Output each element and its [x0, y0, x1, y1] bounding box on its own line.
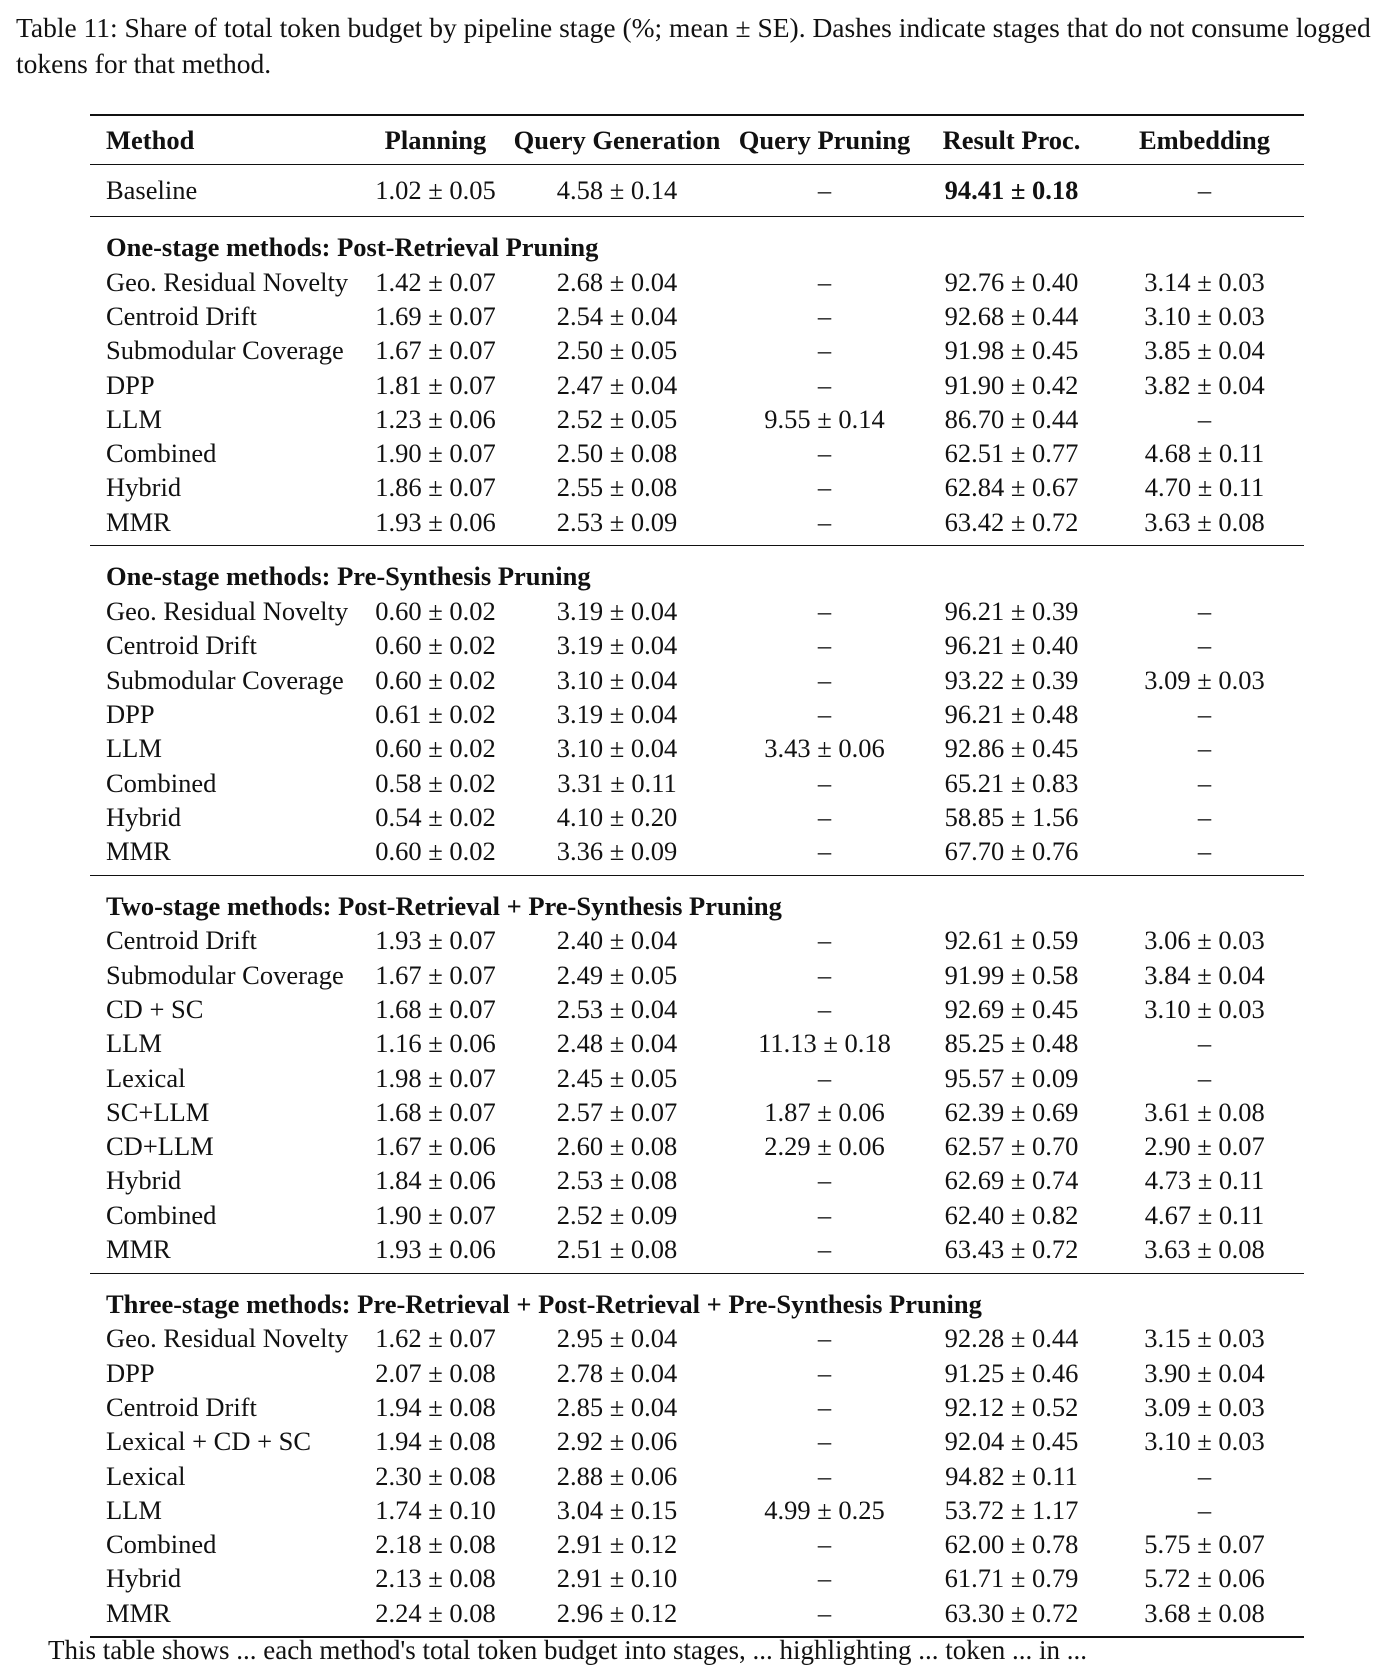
cell-query-pruning: – — [817, 1460, 832, 1491]
table-row — [90, 992, 1304, 1026]
cell-method: Submodular Coverage — [106, 335, 344, 366]
cell-embedding: 3.63 ± 0.08 — [1144, 1234, 1265, 1265]
cell-result-proc: 92.12 ± 0.52 — [944, 1391, 1079, 1422]
cell-query-generation: 2.53 ± 0.08 — [556, 1165, 678, 1196]
cell-query-pruning: 9.55 ± 0.14 — [764, 403, 885, 434]
cell-planning: 1.81 ± 0.07 — [375, 369, 496, 400]
cell-query-generation: 2.85 ± 0.04 — [556, 1391, 678, 1422]
cell-method: DPP — [106, 698, 155, 729]
cell-embedding: – — [1197, 1062, 1212, 1093]
cell-planning: 2.13 ± 0.08 — [375, 1563, 496, 1594]
cell-query-pruning: – — [817, 993, 832, 1024]
cell-embedding: 3.68 ± 0.08 — [1144, 1597, 1265, 1628]
group-heading: Two-stage methods: Post-Retrieval + Pre-Synthesis Pruning — [106, 890, 782, 921]
cell-method: LLM — [106, 1494, 162, 1525]
cell-method: CD + SC — [106, 993, 204, 1024]
cell-planning: 0.58 ± 0.02 — [375, 767, 496, 798]
cell-result-proc: 96.21 ± 0.40 — [944, 630, 1079, 661]
cell-planning: 2.18 ± 0.08 — [375, 1529, 496, 1560]
cell-planning: 1.74 ± 0.10 — [375, 1494, 496, 1525]
cell-planning: 1.68 ± 0.07 — [375, 993, 496, 1024]
table-row — [90, 299, 1304, 333]
cell-embedding: – — [1197, 1494, 1212, 1525]
cell-query-generation: 2.54 ± 0.04 — [556, 300, 678, 331]
cell-result-proc: 94.41 ± 0.18 — [944, 175, 1079, 205]
header-method: Method — [106, 124, 195, 155]
cell-query-pruning: – — [817, 369, 832, 400]
cell-embedding: 4.70 ± 0.11 — [1144, 472, 1265, 503]
cell-method: Centroid Drift — [106, 300, 257, 331]
cell-query-generation: 2.78 ± 0.04 — [556, 1357, 678, 1388]
cell-query-generation: 2.68 ± 0.04 — [556, 266, 678, 297]
table-row — [90, 1130, 1304, 1164]
baseline-section — [90, 165, 1304, 217]
cell-query-generation: 2.60 ± 0.08 — [556, 1131, 678, 1162]
cell-result-proc: 62.51 ± 0.77 — [944, 438, 1079, 469]
cell-query-generation: 2.52 ± 0.05 — [556, 403, 678, 434]
cell-method: Centroid Drift — [106, 925, 257, 956]
cell-planning: 1.67 ± 0.07 — [375, 335, 496, 366]
cell-result-proc: 92.04 ± 0.45 — [944, 1426, 1079, 1457]
cell-query-generation: 2.45 ± 0.05 — [556, 1062, 678, 1093]
table-row — [90, 958, 1304, 992]
cell-method: DPP — [106, 1357, 155, 1388]
cell-result-proc: 62.39 ± 0.69 — [944, 1096, 1079, 1127]
cell-planning: 1.02 ± 0.05 — [375, 175, 496, 205]
cell-query-pruning: – — [817, 836, 832, 867]
method-group — [90, 1273, 1304, 1637]
cell-method: Hybrid — [106, 1563, 182, 1594]
cell-result-proc: 63.42 ± 0.72 — [944, 506, 1079, 537]
cell-result-proc: 53.72 ± 1.17 — [944, 1494, 1079, 1525]
cell-method: Combined — [106, 438, 217, 469]
cell-query-generation: 2.91 ± 0.12 — [556, 1529, 678, 1560]
cell-method: LLM — [106, 733, 162, 764]
cell-result-proc: 85.25 ± 0.48 — [944, 1028, 1079, 1059]
table-row — [90, 1322, 1304, 1356]
cell-planning: 1.94 ± 0.08 — [375, 1391, 496, 1422]
cell-result-proc: 67.70 ± 0.76 — [944, 836, 1079, 867]
table-row — [90, 1198, 1304, 1232]
table-row — [90, 924, 1304, 958]
cell-embedding: 3.90 ± 0.04 — [1144, 1357, 1265, 1388]
cell-planning: 2.30 ± 0.08 — [375, 1460, 496, 1491]
cell-embedding: 5.75 ± 0.07 — [1144, 1529, 1265, 1560]
header-query-pruning: Query Pruning — [738, 124, 911, 155]
cell-query-pruning: – — [817, 506, 832, 537]
cell-embedding: – — [1197, 767, 1212, 798]
cell-planning: 0.61 ± 0.02 — [375, 698, 496, 729]
table-row — [90, 1164, 1304, 1198]
cell-method: Lexical + CD + SC — [106, 1426, 312, 1457]
table-row — [90, 505, 1304, 546]
cell-embedding: 3.06 ± 0.03 — [1144, 925, 1265, 956]
cell-result-proc: 58.85 ± 1.56 — [944, 801, 1079, 832]
cell-query-generation: 2.50 ± 0.05 — [556, 335, 678, 366]
cell-method: Hybrid — [106, 1165, 182, 1196]
table-row — [90, 1095, 1304, 1129]
cell-planning: 1.90 ± 0.07 — [375, 438, 496, 469]
cell-query-pruning: – — [817, 1165, 832, 1196]
group-heading-row — [90, 1273, 1304, 1322]
cell-embedding: 3.10 ± 0.03 — [1144, 300, 1265, 331]
cell-planning: 1.93 ± 0.06 — [375, 506, 496, 537]
table-row — [90, 1493, 1304, 1527]
cell-method: Hybrid — [106, 801, 182, 832]
cell-method: SC+LLM — [106, 1096, 210, 1127]
cell-query-pruning: – — [817, 1199, 832, 1230]
cell-query-pruning: – — [817, 1357, 832, 1388]
table-row — [90, 834, 1304, 875]
cell-planning: 1.67 ± 0.07 — [375, 959, 496, 990]
cell-method: Centroid Drift — [106, 1391, 257, 1422]
cell-method: Combined — [106, 1529, 217, 1560]
cell-query-pruning: – — [817, 698, 832, 729]
method-group — [90, 875, 1304, 1273]
cell-result-proc: 62.57 ± 0.70 — [944, 1131, 1079, 1162]
cell-result-proc: 62.84 ± 0.67 — [944, 472, 1079, 503]
table-header — [90, 115, 1304, 165]
cell-query-generation: 2.53 ± 0.04 — [556, 993, 678, 1024]
cell-result-proc: 92.76 ± 0.40 — [944, 266, 1079, 297]
cell-query-generation: 2.48 ± 0.04 — [556, 1028, 678, 1059]
cell-planning: 0.60 ± 0.02 — [375, 596, 496, 627]
cell-method: MMR — [106, 1234, 171, 1265]
cell-embedding: – — [1197, 836, 1212, 867]
cell-query-generation: 2.91 ± 0.10 — [556, 1563, 678, 1594]
table-row — [90, 265, 1304, 299]
cell-embedding: 3.84 ± 0.04 — [1144, 959, 1265, 990]
token-budget-table — [90, 114, 1304, 1638]
cell-query-pruning: – — [817, 596, 832, 627]
cell-query-generation: 2.57 ± 0.07 — [556, 1096, 678, 1127]
cell-embedding: 3.10 ± 0.03 — [1144, 993, 1265, 1024]
cell-query-generation: 2.92 ± 0.06 — [556, 1426, 678, 1457]
cell-query-generation: 2.40 ± 0.04 — [556, 925, 678, 956]
cell-embedding: – — [1197, 175, 1212, 205]
group-heading: One-stage methods: Pre-Synthesis Pruning — [106, 561, 591, 592]
table-row — [90, 334, 1304, 368]
cell-embedding: 3.63 ± 0.08 — [1144, 506, 1265, 537]
cell-query-pruning: – — [817, 959, 832, 990]
cell-method: CD+LLM — [106, 1131, 214, 1162]
cell-query-pruning: – — [817, 925, 832, 956]
cell-method: Lexical — [106, 1460, 186, 1491]
cell-embedding: 2.90 ± 0.07 — [1144, 1131, 1265, 1162]
cell-query-pruning: – — [817, 300, 832, 331]
cell-embedding: – — [1197, 801, 1212, 832]
table-row — [90, 1528, 1304, 1562]
method-group — [90, 546, 1304, 875]
cell-query-pruning: – — [817, 801, 832, 832]
cell-result-proc: 62.69 ± 0.74 — [944, 1165, 1079, 1196]
header-result-proc: Result Proc. — [942, 124, 1081, 155]
cell-planning: 1.93 ± 0.07 — [375, 925, 496, 956]
cell-query-generation: 3.19 ± 0.04 — [556, 698, 678, 729]
cell-embedding: 5.72 ± 0.06 — [1144, 1563, 1265, 1594]
cell-query-generation: 3.04 ± 0.15 — [556, 1494, 678, 1525]
group-heading-row — [90, 217, 1304, 266]
footer-text-fragment: This table shows ... each method's total token budget into stages, ... highlighting ... token ... in ... — [48, 1635, 1087, 1665]
cell-embedding: 4.68 ± 0.11 — [1144, 438, 1265, 469]
cell-result-proc: 62.40 ± 0.82 — [944, 1199, 1079, 1230]
cell-embedding: – — [1197, 596, 1212, 627]
cell-query-pruning: – — [817, 1529, 832, 1560]
group-heading-row — [90, 875, 1304, 924]
cell-result-proc: 93.22 ± 0.39 — [944, 664, 1079, 695]
table-row — [90, 1425, 1304, 1459]
cell-embedding: 3.09 ± 0.03 — [1144, 664, 1265, 695]
cell-method: MMR — [106, 836, 171, 867]
cell-embedding: – — [1197, 698, 1212, 729]
token-budget-table-container — [90, 114, 1304, 1638]
cell-query-generation: 3.36 ± 0.09 — [556, 836, 678, 867]
table-row-baseline — [90, 165, 1304, 217]
cell-method: Centroid Drift — [106, 630, 257, 661]
cell-embedding: – — [1197, 733, 1212, 764]
cell-query-generation: 2.95 ± 0.04 — [556, 1323, 678, 1354]
cell-planning: 1.93 ± 0.06 — [375, 1234, 496, 1265]
cell-query-pruning: – — [817, 1323, 832, 1354]
header-query-generation: Query Generation — [513, 124, 721, 155]
table-row — [90, 1562, 1304, 1596]
cell-method: MMR — [106, 506, 171, 537]
cell-query-pruning: – — [817, 630, 832, 661]
cell-result-proc: 65.21 ± 0.83 — [944, 767, 1079, 798]
cell-planning: 0.60 ± 0.02 — [375, 664, 496, 695]
cell-embedding: 3.82 ± 0.04 — [1144, 369, 1265, 400]
table-row — [90, 594, 1304, 628]
cell-query-generation: 2.51 ± 0.08 — [556, 1234, 678, 1265]
cell-planning: 1.94 ± 0.08 — [375, 1426, 496, 1457]
cell-method: Hybrid — [106, 472, 182, 503]
cell-embedding: 3.15 ± 0.03 — [1144, 1323, 1265, 1354]
cell-result-proc: 86.70 ± 0.44 — [944, 403, 1079, 434]
cell-result-proc: 92.28 ± 0.44 — [944, 1323, 1079, 1354]
cell-method: Combined — [106, 767, 217, 798]
cell-planning: 1.23 ± 0.06 — [375, 403, 496, 434]
cell-query-pruning: – — [817, 472, 832, 503]
header-row — [90, 115, 1304, 165]
cell-embedding: 4.67 ± 0.11 — [1144, 1199, 1265, 1230]
cell-query-generation: 3.10 ± 0.04 — [556, 664, 678, 695]
table-row — [90, 1390, 1304, 1424]
table-row — [90, 471, 1304, 505]
cell-query-pruning: – — [817, 1234, 832, 1265]
cell-planning: 1.98 ± 0.07 — [375, 1062, 496, 1093]
cell-query-generation: 2.88 ± 0.06 — [556, 1460, 678, 1491]
cell-method: Geo. Residual Novelty — [106, 596, 349, 627]
cell-planning: 0.60 ± 0.02 — [375, 733, 496, 764]
cell-embedding: – — [1197, 403, 1212, 434]
table-row — [90, 1356, 1304, 1390]
table-row — [90, 732, 1304, 766]
cell-method: Geo. Residual Novelty — [106, 1323, 349, 1354]
cell-query-generation: 3.10 ± 0.04 — [556, 733, 678, 764]
cell-method: Submodular Coverage — [106, 664, 344, 695]
table-row — [90, 1061, 1304, 1095]
cell-planning: 2.07 ± 0.08 — [375, 1357, 496, 1388]
cell-query-generation: 2.47 ± 0.04 — [556, 369, 678, 400]
cell-query-generation: 3.31 ± 0.11 — [557, 767, 677, 798]
cell-embedding: – — [1197, 1028, 1212, 1059]
cell-query-pruning: – — [817, 335, 832, 366]
cell-query-pruning: – — [817, 1597, 832, 1628]
cell-method: Geo. Residual Novelty — [106, 266, 349, 297]
table-row — [90, 1027, 1304, 1061]
cell-result-proc: 62.00 ± 0.78 — [944, 1529, 1079, 1560]
cell-planning: 1.84 ± 0.06 — [375, 1165, 496, 1196]
cell-planning: 0.60 ± 0.02 — [375, 630, 496, 661]
cell-method: Baseline — [106, 175, 198, 205]
cell-result-proc: 92.68 ± 0.44 — [944, 300, 1079, 331]
cell-planning: 1.69 ± 0.07 — [375, 300, 496, 331]
cell-result-proc: 92.69 ± 0.45 — [944, 993, 1079, 1024]
cell-query-pruning: – — [817, 1426, 832, 1457]
cell-planning: 1.62 ± 0.07 — [375, 1323, 496, 1354]
table-row — [90, 402, 1304, 436]
cell-embedding: 3.85 ± 0.04 — [1144, 335, 1265, 366]
cell-query-pruning: 3.43 ± 0.06 — [764, 733, 885, 764]
cell-query-pruning: 1.87 ± 0.06 — [764, 1096, 885, 1127]
cell-result-proc: 96.21 ± 0.39 — [944, 596, 1079, 627]
cell-query-pruning: – — [817, 266, 832, 297]
cell-embedding: – — [1197, 630, 1212, 661]
cell-embedding: 3.09 ± 0.03 — [1144, 1391, 1265, 1422]
cell-embedding: 3.61 ± 0.08 — [1144, 1096, 1265, 1127]
cell-result-proc: 94.82 ± 0.11 — [945, 1460, 1078, 1491]
cell-planning: 1.16 ± 0.06 — [375, 1028, 496, 1059]
table-row — [90, 663, 1304, 697]
cell-query-generation: 3.19 ± 0.04 — [556, 596, 678, 627]
cell-result-proc: 91.99 ± 0.58 — [944, 959, 1079, 990]
cell-method: DPP — [106, 369, 155, 400]
cell-query-pruning: 2.29 ± 0.06 — [764, 1131, 885, 1162]
cell-query-pruning: – — [817, 1563, 832, 1594]
cell-embedding: 4.73 ± 0.11 — [1144, 1165, 1265, 1196]
cell-embedding: 3.10 ± 0.03 — [1144, 1426, 1265, 1457]
cell-result-proc: 91.90 ± 0.42 — [944, 369, 1079, 400]
cell-result-proc: 91.25 ± 0.46 — [944, 1357, 1079, 1388]
cell-query-generation: 2.96 ± 0.12 — [556, 1597, 678, 1628]
group-heading: One-stage methods: Post-Retrieval Pruning — [106, 232, 599, 262]
cell-result-proc: 92.86 ± 0.45 — [944, 733, 1079, 764]
cell-query-pruning: – — [817, 767, 832, 798]
table-row — [90, 629, 1304, 663]
cell-method: MMR — [106, 1597, 171, 1628]
cell-query-generation: 2.55 ± 0.08 — [556, 472, 678, 503]
cell-query-generation: 4.58 ± 0.14 — [556, 175, 678, 205]
cell-result-proc: 92.61 ± 0.59 — [944, 925, 1079, 956]
cell-planning: 1.68 ± 0.07 — [375, 1096, 496, 1127]
cell-query-pruning: 4.99 ± 0.25 — [764, 1494, 885, 1525]
cell-method: Lexical — [106, 1062, 186, 1093]
cell-query-pruning: – — [817, 1391, 832, 1422]
table-row — [90, 1459, 1304, 1493]
method-group — [90, 217, 1304, 546]
cell-embedding: – — [1197, 1460, 1212, 1491]
cell-method: Combined — [106, 1199, 217, 1230]
table-row — [90, 800, 1304, 834]
cell-result-proc: 91.98 ± 0.45 — [944, 335, 1079, 366]
cell-result-proc: 96.21 ± 0.48 — [944, 698, 1079, 729]
header-planning: Planning — [384, 124, 487, 155]
table-row — [90, 368, 1304, 402]
cell-embedding: 3.14 ± 0.03 — [1144, 266, 1265, 297]
table-row — [90, 1232, 1304, 1273]
cell-query-generation: 3.19 ± 0.04 — [556, 630, 678, 661]
cell-method: LLM — [106, 403, 162, 434]
cell-query-generation: 2.53 ± 0.09 — [556, 506, 678, 537]
table-row — [90, 697, 1304, 731]
group-heading-row — [90, 546, 1304, 595]
cell-planning: 2.24 ± 0.08 — [375, 1597, 496, 1628]
cell-result-proc: 95.57 ± 0.09 — [944, 1062, 1079, 1093]
cell-result-proc: 63.43 ± 0.72 — [944, 1234, 1079, 1265]
cell-planning: 1.86 ± 0.07 — [375, 472, 496, 503]
cell-query-generation: 4.10 ± 0.20 — [556, 801, 678, 832]
table-row — [90, 766, 1304, 800]
cell-planning: 0.54 ± 0.02 — [375, 801, 496, 832]
cell-result-proc: 61.71 ± 0.79 — [944, 1563, 1079, 1594]
cell-query-generation: 2.50 ± 0.08 — [556, 438, 678, 469]
cell-planning: 1.67 ± 0.06 — [375, 1131, 496, 1162]
cell-query-pruning: – — [817, 175, 832, 205]
cell-planning: 1.90 ± 0.07 — [375, 1199, 496, 1230]
cell-planning: 1.42 ± 0.07 — [375, 266, 496, 297]
cell-query-pruning: 11.13 ± 0.18 — [758, 1028, 891, 1059]
table-row — [90, 436, 1304, 470]
cell-method: Submodular Coverage — [106, 959, 344, 990]
cell-query-pruning: – — [817, 664, 832, 695]
cell-query-pruning: – — [817, 1062, 832, 1093]
cell-method: LLM — [106, 1028, 162, 1059]
cell-query-pruning: – — [817, 438, 832, 469]
table-caption: Table 11: Share of total token budget by pipeline stage (%; mean ± SE). Dashes indicate stages that do not consume logged tokens for that method. — [16, 12, 1371, 79]
cell-result-proc: 63.30 ± 0.72 — [944, 1597, 1079, 1628]
header-embedding: Embedding — [1138, 124, 1271, 155]
group-heading: Three-stage methods: Pre-Retrieval + Post-Retrieval + Pre-Synthesis Pruning — [106, 1288, 982, 1319]
cell-query-generation: 2.49 ± 0.05 — [556, 959, 678, 990]
cell-planning: 0.60 ± 0.02 — [375, 836, 496, 867]
cell-query-generation: 2.52 ± 0.09 — [556, 1199, 678, 1230]
